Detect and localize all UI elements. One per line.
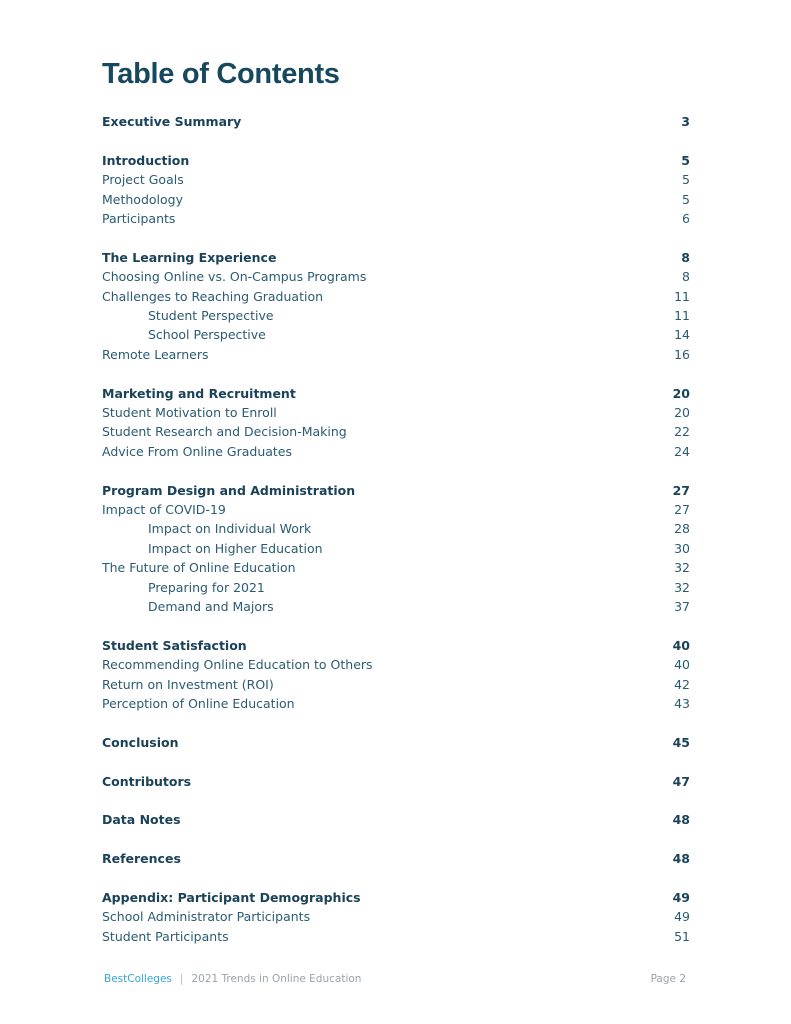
toc-section[interactable]: [102, 249, 690, 267]
toc-entry-page: 42: [674, 676, 690, 692]
toc-section-page: 45: [672, 734, 690, 750]
toc-section-title: Student Satisfaction: [102, 637, 247, 653]
toc-section-page: 8: [681, 249, 690, 265]
toc-entry-title: Remote Learners: [102, 346, 209, 362]
toc-subentry[interactable]: [102, 268, 690, 286]
toc-entry-page: 14: [674, 327, 690, 343]
toc-section-title: Marketing and Recruitment: [102, 385, 296, 401]
toc-entry-page: 16: [674, 346, 690, 362]
toc-section[interactable]: [102, 734, 690, 752]
toc-entry-title: Impact of COVID-19: [102, 502, 226, 517]
toc-entry-title: Student Participants: [102, 928, 229, 944]
toc-subentry[interactable]: [102, 908, 690, 926]
toc-entry-page: 5: [682, 172, 690, 188]
toc-subentry[interactable]: [102, 695, 690, 713]
toc-entry-title: Advice From Online Graduates: [102, 443, 293, 459]
toc-entry-page: 8: [682, 269, 690, 285]
toc-section[interactable]: [102, 385, 690, 403]
toc-entry-title: Choosing Online vs. On-Campus Programs: [102, 269, 367, 285]
toc-section-page: 27: [672, 482, 690, 498]
toc-entry-title: Demand and Majors: [148, 599, 274, 614]
toc-subsubentry[interactable]: [102, 598, 690, 616]
toc-section-title: Contributors: [102, 773, 192, 789]
footer-left: [104, 973, 361, 985]
toc-entry-page: 20: [674, 405, 690, 420]
toc-entry-title: School Perspective: [148, 327, 266, 343]
footer-brand: BestColleges: [104, 973, 172, 985]
toc-entry-page: 37: [674, 599, 690, 614]
toc-entry-title: Methodology: [102, 191, 183, 207]
toc-subentry[interactable]: [102, 676, 690, 694]
toc-section-page: 5: [681, 152, 690, 168]
footer-separator: |: [179, 973, 184, 985]
toc-entry-page: 40: [674, 657, 690, 673]
toc-entry-title: Impact on Higher Education: [148, 540, 323, 556]
toc-subentry[interactable]: [102, 656, 690, 674]
footer-page-number: Page 2: [650, 973, 686, 985]
toc-section[interactable]: [102, 773, 690, 791]
toc-entry-title: The Future of Online Education: [102, 560, 296, 576]
toc-subentry[interactable]: [102, 171, 690, 189]
toc-entry-page: 28: [674, 521, 690, 537]
toc-section-title: Conclusion: [102, 734, 179, 750]
toc-entry-page: 11: [674, 308, 690, 323]
toc-section-page: 40: [672, 637, 690, 653]
toc-subsubentry[interactable]: [102, 307, 690, 325]
toc-entry-title: Preparing for 2021: [148, 579, 265, 595]
toc-subentry[interactable]: [102, 210, 690, 228]
toc-entry-page: 32: [674, 579, 690, 595]
toc-entry-title: Perception of Online Education: [102, 696, 295, 711]
toc-section-page: 20: [672, 385, 690, 401]
toc-entry-title: Recommending Online Education to Others: [102, 657, 373, 673]
page-footer: [104, 973, 686, 985]
toc-subentry[interactable]: [102, 559, 690, 577]
toc-section-title: The Learning Experience: [102, 249, 277, 265]
toc-section-page: 48: [672, 851, 690, 867]
toc-section-title: References: [102, 851, 181, 867]
toc-subsubentry[interactable]: [102, 540, 690, 558]
toc-entry-title: Project Goals: [102, 172, 184, 188]
toc-subsubentry[interactable]: [102, 326, 690, 344]
toc-subentry[interactable]: [102, 928, 690, 946]
toc-section-title: Data Notes: [102, 812, 181, 828]
toc-subentry[interactable]: [102, 501, 690, 519]
toc-entry-title: Student Perspective: [148, 308, 274, 323]
toc-entry-page: 32: [674, 560, 690, 576]
toc-section-page: 47: [672, 773, 690, 789]
toc-subentry[interactable]: [102, 443, 690, 461]
toc-section[interactable]: [102, 889, 690, 907]
toc-section-title: Program Design and Administration: [102, 482, 356, 498]
toc-subsubentry[interactable]: [102, 520, 690, 538]
toc-entry-page: 6: [682, 211, 690, 226]
toc-entry-page: 5: [682, 191, 690, 207]
toc-entry-page: 49: [674, 909, 690, 925]
toc-section[interactable]: [102, 152, 690, 170]
toc-subentry[interactable]: [102, 346, 690, 364]
toc-section[interactable]: [102, 113, 690, 131]
toc-entry-title: Student Research and Decision-Making: [102, 424, 347, 440]
toc-section-page: 3: [681, 114, 690, 129]
toc-subentry[interactable]: [102, 404, 690, 422]
toc-section-page: 49: [672, 890, 690, 905]
toc-entry-page: 51: [674, 928, 690, 944]
toc-subentry[interactable]: [102, 288, 690, 306]
toc-entry-title: Challenges to Reaching Graduation: [102, 288, 324, 304]
toc-entry-title: School Administrator Participants: [102, 909, 311, 925]
toc-section[interactable]: [102, 637, 690, 655]
toc-subsubentry[interactable]: [102, 579, 690, 597]
toc-entry-page: 11: [674, 288, 690, 304]
toc-entry-page: 43: [674, 696, 690, 711]
toc-section-title: Introduction: [102, 152, 190, 168]
toc-section-title: Executive Summary: [102, 114, 242, 129]
toc-entry-title: Return on Investment (ROI): [102, 676, 274, 692]
footer-doc-title: 2021 Trends in Online Education: [191, 973, 362, 985]
page-title: Table of Contents: [102, 58, 340, 90]
toc-section[interactable]: [102, 811, 690, 829]
toc-section[interactable]: [102, 850, 690, 868]
toc-section[interactable]: [102, 482, 690, 500]
toc-subentry[interactable]: [102, 423, 690, 441]
toc-section-page: 48: [672, 812, 690, 828]
toc-entry-title: Impact on Individual Work: [148, 521, 312, 537]
toc-section-title: Appendix: Participant Demographics: [102, 890, 361, 905]
toc-subentry[interactable]: [102, 191, 690, 209]
toc-entry-page: 30: [674, 540, 690, 556]
toc-entry-page: 22: [674, 424, 690, 440]
toc-entry-title: Participants: [102, 211, 176, 226]
toc-entry-page: 27: [674, 502, 690, 517]
toc-entry-page: 24: [674, 443, 690, 459]
toc-entry-title: Student Motivation to Enroll: [102, 405, 277, 420]
